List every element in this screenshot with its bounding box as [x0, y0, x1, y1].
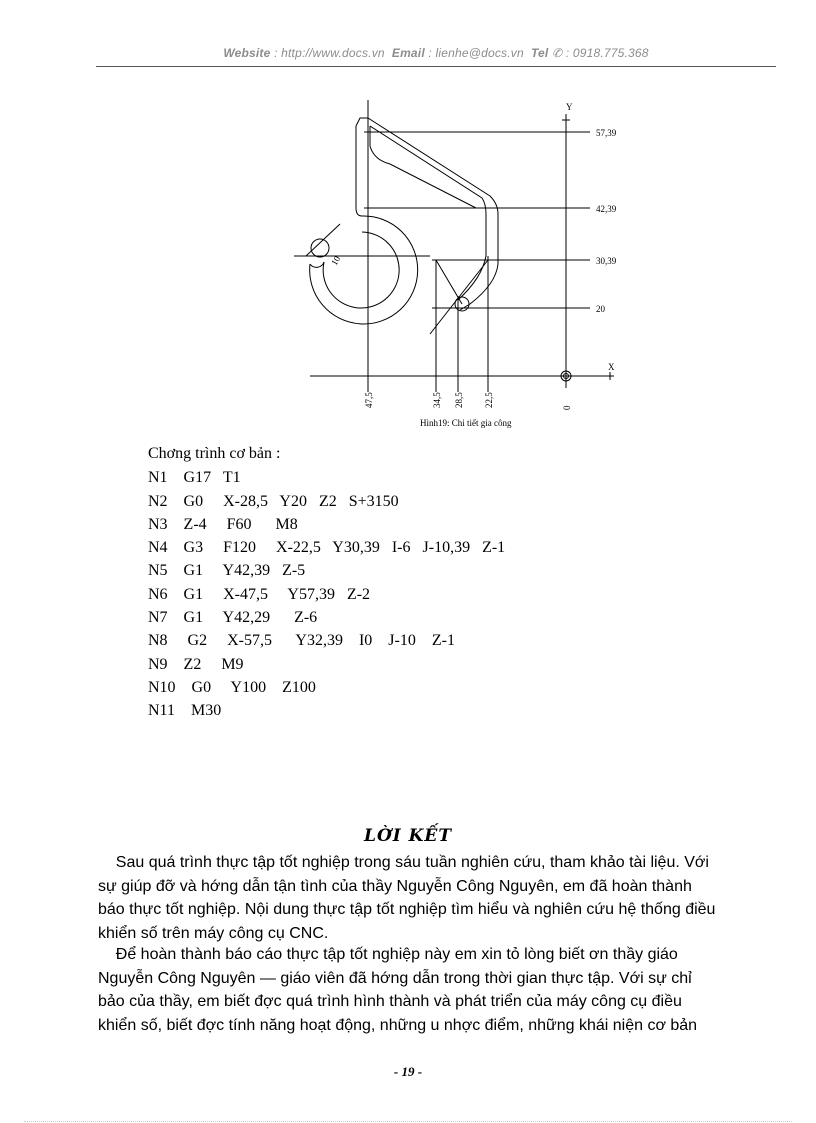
program-line: N4 G3 F120 X-22,5 Y30,39 I-6 J-10,39 Z-1 — [148, 539, 506, 557]
closing-title: LỜI KẾT — [363, 826, 452, 846]
closing-paragraph-1 — [98, 851, 778, 945]
program-line: N3 Z-4 F60 M8 — [148, 515, 298, 533]
paragraph-line: sự giúp đỡ và hớng dẫn tận tình của thầy Nguyễn Công Nguyên, em đã hoàn thành — [98, 877, 692, 895]
website-label: Website — [223, 46, 271, 60]
x-label-22-5: 22,5 — [484, 392, 494, 408]
paragraph-line: Nguyễn Công Nguyên — giáo viên đã hớng dẫn trong thời gian thực tập. Với sự chỉ — [98, 969, 692, 987]
cnc-program — [148, 442, 505, 723]
program-line: N5 G1 Y42,39 Z-5 — [148, 562, 306, 580]
footer-divider — [24, 1121, 792, 1122]
y-label-57-39: 57,39 — [596, 128, 617, 138]
phone-icon: ✆ — [551, 46, 563, 60]
y-label-42-39: 42,39 — [596, 204, 617, 214]
x-axis-label: X — [608, 362, 615, 372]
x-label-34-5: 34,5 — [432, 392, 442, 408]
program-line: N9 Z2 M9 — [148, 655, 244, 673]
figure-caption: Hình19: Chi tiết gia công — [420, 418, 512, 428]
paragraph-line: khiển số, biết đợc tính năng hoạt động, những u nhợc điểm, những khái niện cơ bản — [98, 1016, 698, 1034]
program-line: N8 G2 X-57,5 Y32,39 I0 J-10 Z-1 — [148, 632, 455, 650]
page-number: - 19 - — [393, 1064, 423, 1079]
program-line: N10 G0 Y100 Z100 — [148, 678, 316, 696]
tel-value: : 0918.775.368 — [565, 46, 649, 60]
paragraph-line: Sau quá trình thực tập tốt nghiệp trong sáu tuần nghiên cứu, tham khảo tài liệu. Với — [98, 854, 709, 871]
program-line: N2 G0 X-28,5 Y20 Z2 S+3150 — [148, 492, 399, 510]
program-line: N7 G1 Y42,29 Z-6 — [148, 609, 318, 627]
x-label-28-5: 28,5 — [454, 392, 464, 408]
paragraph-line: khiển số trên máy công cụ CNC. — [98, 924, 329, 942]
y-label-30-39: 30,39 — [596, 256, 617, 266]
email-label: Email — [391, 46, 425, 60]
x-label-47-5: 47,5 — [364, 392, 374, 408]
radius-label: 10 — [329, 254, 343, 267]
program-line: N11 M30 — [148, 702, 222, 720]
program-line: N1 G17 T1 — [148, 469, 241, 487]
program-line: N6 G1 X-47,5 Y57,39 Z-2 — [148, 585, 371, 603]
machining-drawing — [290, 96, 630, 416]
paragraph-line: Để hoàn thành báo cáo thực tập tốt nghiệp này em xin tỏ lòng biết ơn thầy giáo — [98, 946, 678, 963]
website-value: : http://www.docs.vn — [274, 46, 385, 60]
paragraph-line: bảo của thầy, em biết đợc quá trình hình thành và phát triển của máy công cụ điều — [98, 993, 682, 1010]
paragraph-line: báo thực tốt nghiệp. Nội dung thực tập tốt nghiệp tìm hiểu và nghiên cứu hệ thống điều — [98, 901, 716, 918]
tel-label: Tel — [530, 46, 549, 60]
page-header — [96, 46, 776, 60]
closing-paragraph-2 — [98, 943, 778, 1037]
program-title: Chơng trình cơ bản : — [148, 445, 281, 462]
email-value: : lienhe@docs.vn — [428, 46, 524, 60]
x-label-0: 0 — [562, 405, 572, 410]
y-label-20: 20 — [596, 304, 605, 314]
y-axis-label: Y — [566, 102, 573, 112]
header-divider — [96, 66, 776, 67]
